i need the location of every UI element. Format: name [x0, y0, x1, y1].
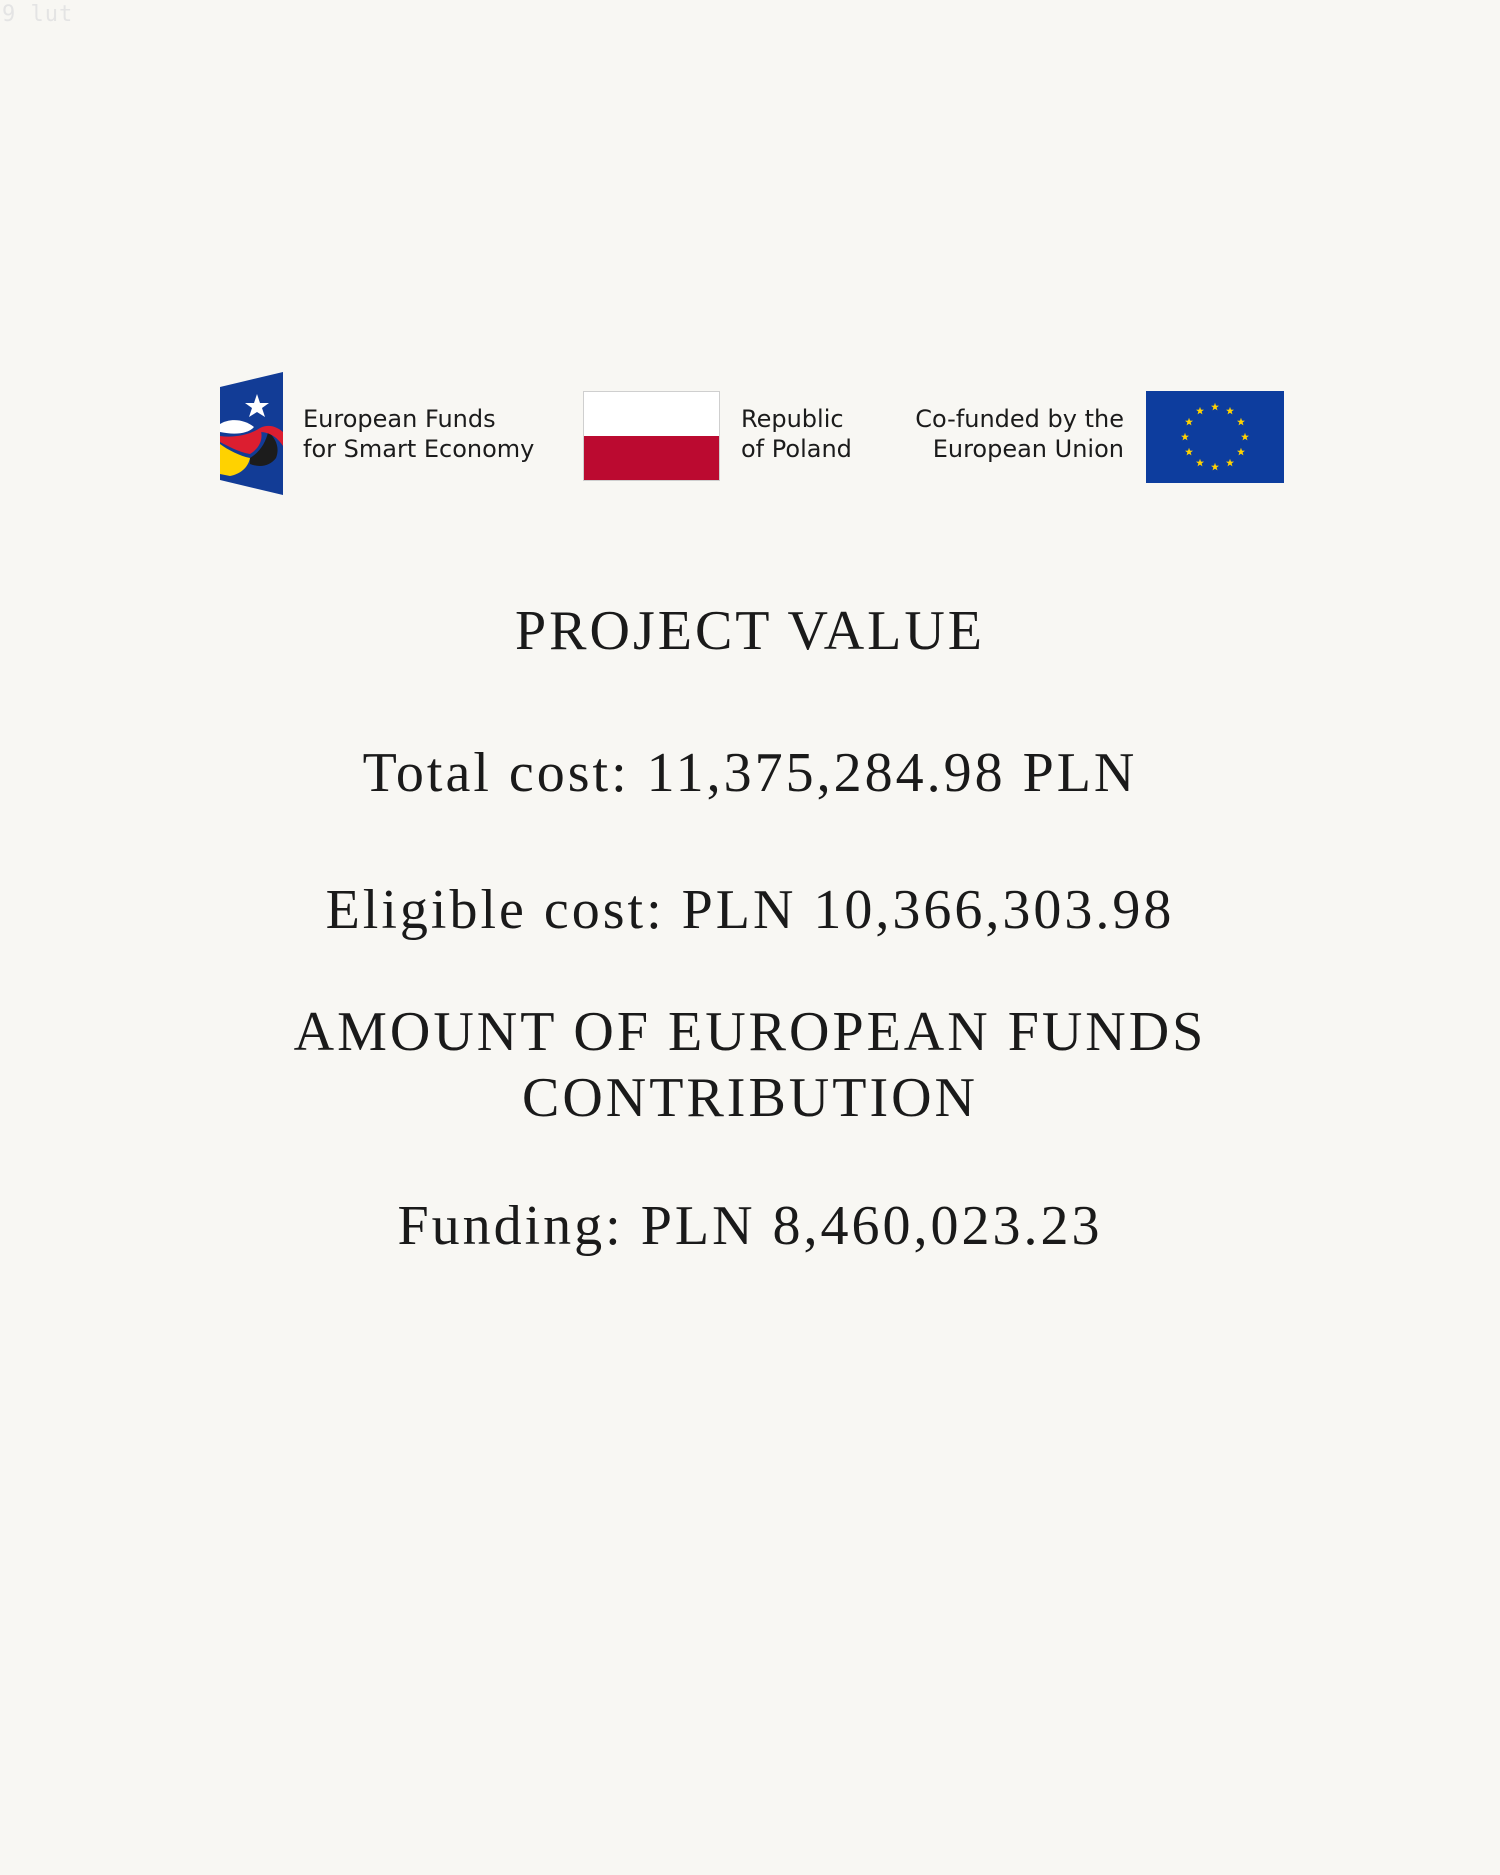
poland-flag-white-stripe: [584, 392, 719, 436]
poland-flag-red-stripe: [584, 436, 719, 480]
poland-flag-icon: [583, 391, 720, 481]
funds-title-line2: CONTRIBUTION: [522, 1067, 978, 1129]
eligible-cost: Eligible cost: PLN 10,366,303.98: [325, 879, 1175, 941]
funding-amount: Funding: PLN 8,460,023.23: [397, 1195, 1103, 1257]
corner-note: 9 lut: [2, 2, 74, 27]
european-funds-contribution-title: [0, 999, 1500, 1131]
logo-bar: [0, 370, 1500, 496]
european-funds-line2: for Smart Economy: [303, 435, 535, 463]
funding-info: [0, 598, 1500, 1259]
total-cost: Total cost: 11,375,284.98 PLN: [362, 742, 1138, 804]
european-funds-logo-icon: [220, 372, 283, 495]
poland-line2: of Poland: [741, 435, 852, 463]
eu-line2: European Union: [932, 435, 1124, 463]
poland-line1: Republic: [741, 405, 844, 433]
funds-title-line1: AMOUNT OF EUROPEAN FUNDS: [293, 1001, 1207, 1063]
eu-line1: Co-funded by the: [915, 405, 1124, 433]
european-funds-text: [303, 404, 534, 464]
project-value-title: PROJECT VALUE: [515, 600, 985, 662]
european-funds-line1: European Funds: [303, 405, 496, 433]
eu-flag-icon: [1146, 391, 1284, 483]
eu-text: [915, 404, 1124, 464]
poland-text: [741, 404, 852, 464]
